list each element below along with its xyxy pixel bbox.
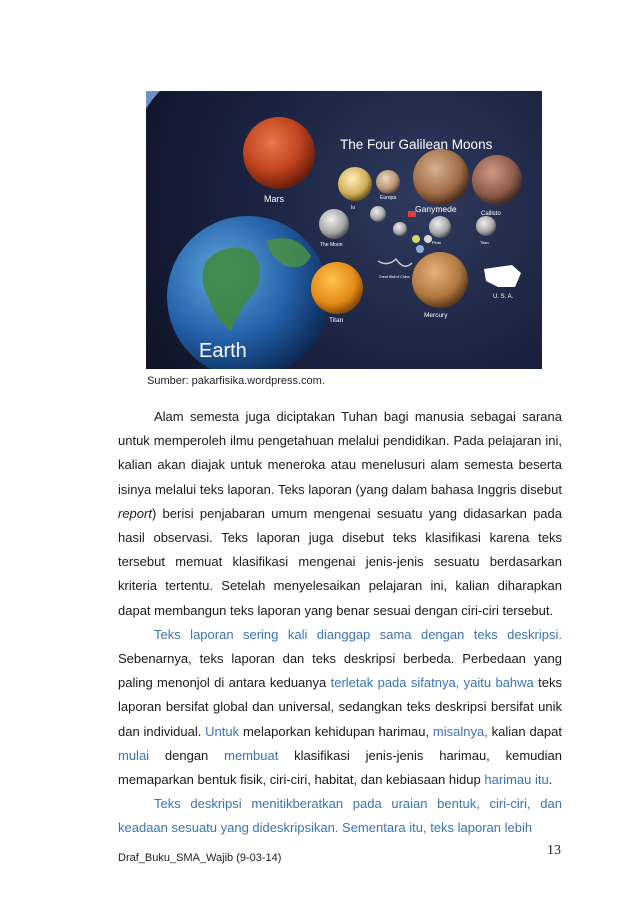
great-wall-icon [378, 259, 412, 266]
figure-title: The Four Galilean Moons [340, 137, 493, 152]
label-callisto: Callisto [481, 211, 501, 217]
page-number: 13 [547, 843, 561, 858]
p2-highlight-m: harimau itu [484, 772, 549, 788]
europa-moon [376, 170, 400, 194]
p2-highlight-e: Untuk [205, 723, 240, 739]
small-moon [429, 216, 451, 238]
label-pluto: Pluto [432, 240, 442, 245]
p2-text-h: kalian dapat [487, 723, 562, 739]
mercury-planet [412, 252, 468, 308]
paragraph-3: Teks deskripsi menitikberatkan pada uraian bentuk, ciri-ciri, dan keadaan sesuatu yang dideskripsikan. Sementara itu, teks laporan lebih [118, 796, 562, 836]
io-moon [338, 167, 372, 201]
corner-glow [146, 91, 160, 109]
p1-part-3: ) berisi penjabaran umum mengenai sesuatu yang didasarkan pada hasil observasi. Teks laporan juga disebut teks klasifikasi karena teks tersebut memuat klasifikasi mengenai jenis-jenis sesuatu berdasarkan kriteria tertentu. Setelah menyelesaikan pelajaran ini, kalian diharapkan dapat membangun teks laporan yang benar sesuai dengan ciri-ciri tersebut. [118, 505, 562, 618]
p1-part-1: Alam semesta juga diciptakan Tuhan bagi manusia sebagai sarana untuk memperoleh ilmu pengetahuan melalui pendidikan. Pada pelajaran ini, kalian akan diajak untuk meneroka atau menelusuri alam semesta beserta isinya melalui teks laporan. Teks laporan (yang dalam bahasa Inggris disebut [118, 409, 562, 497]
p2-text-l: klasifikasi jenis-jenis harimau, kemudian memaparkan bentuk fisik, ciri-ciri, habitat, dan kebiasaan hidup [118, 747, 562, 788]
p2-highlight-c: terletak pada sifatnya, yaitu bahwa [330, 675, 534, 691]
p2-text-n: . [548, 772, 553, 788]
p2-text-d: teks laporan bersifat global dan universal, sedangkan teks deskripsi bersifat unik dan individual. [118, 675, 562, 739]
p2-highlight-a: Teks laporan sering kali dianggap sama dengan teks deskripsi. [154, 626, 562, 642]
callisto-moon [472, 155, 522, 205]
body-text [118, 405, 562, 841]
usa-map-icon [484, 265, 521, 287]
p2-text-f: melaporkan kehidupan harimau, [239, 723, 433, 739]
paragraph-2 [118, 623, 562, 792]
p2-highlight-i: mulai [118, 747, 150, 763]
small-moon [393, 222, 407, 236]
label-ganymede: Ganymede [415, 204, 457, 214]
label-europa: Europa [380, 195, 397, 201]
label-io: Io [351, 205, 356, 211]
small-moon [412, 235, 420, 243]
label-usa: U. S. A. [493, 294, 514, 300]
label-great-wall: Great Wall of China [379, 275, 410, 279]
ganymede-moon [413, 149, 469, 205]
footer-draft-label: Draf_Buku_SMA_Wajib (9-03-14) [118, 852, 282, 864]
paragraph-1 [118, 405, 562, 623]
titan-moon [311, 262, 363, 314]
small-moon [424, 235, 432, 243]
label-moon: The Moon [320, 242, 343, 248]
label-titan-small: Titan [480, 240, 489, 245]
p2-text-j: dengan [149, 747, 225, 763]
label-mars: Mars [264, 194, 284, 204]
mars-planet [243, 117, 315, 189]
p2-highlight-k: membuat [224, 747, 279, 763]
small-moon [416, 245, 424, 253]
solar-system-illustration [146, 91, 542, 369]
figure-caption: Sumber: pakarfisika.wordpress.com. [147, 375, 325, 387]
solar-system-figure [146, 91, 542, 369]
small-moon [476, 216, 496, 236]
the-moon [319, 209, 349, 239]
label-mercury: Mercury [424, 312, 448, 319]
label-earth: Earth [199, 340, 247, 362]
p2-highlight-g: misalnya, [432, 723, 488, 739]
p2-text-b: Sebenarnya, teks laporan dan teks deskripsi berbeda. Perbedaan yang paling menonjol di antara keduanya [118, 651, 562, 691]
label-titan: Titan [329, 317, 344, 324]
p1-italic-report: report [118, 505, 152, 521]
small-moon [370, 206, 386, 222]
